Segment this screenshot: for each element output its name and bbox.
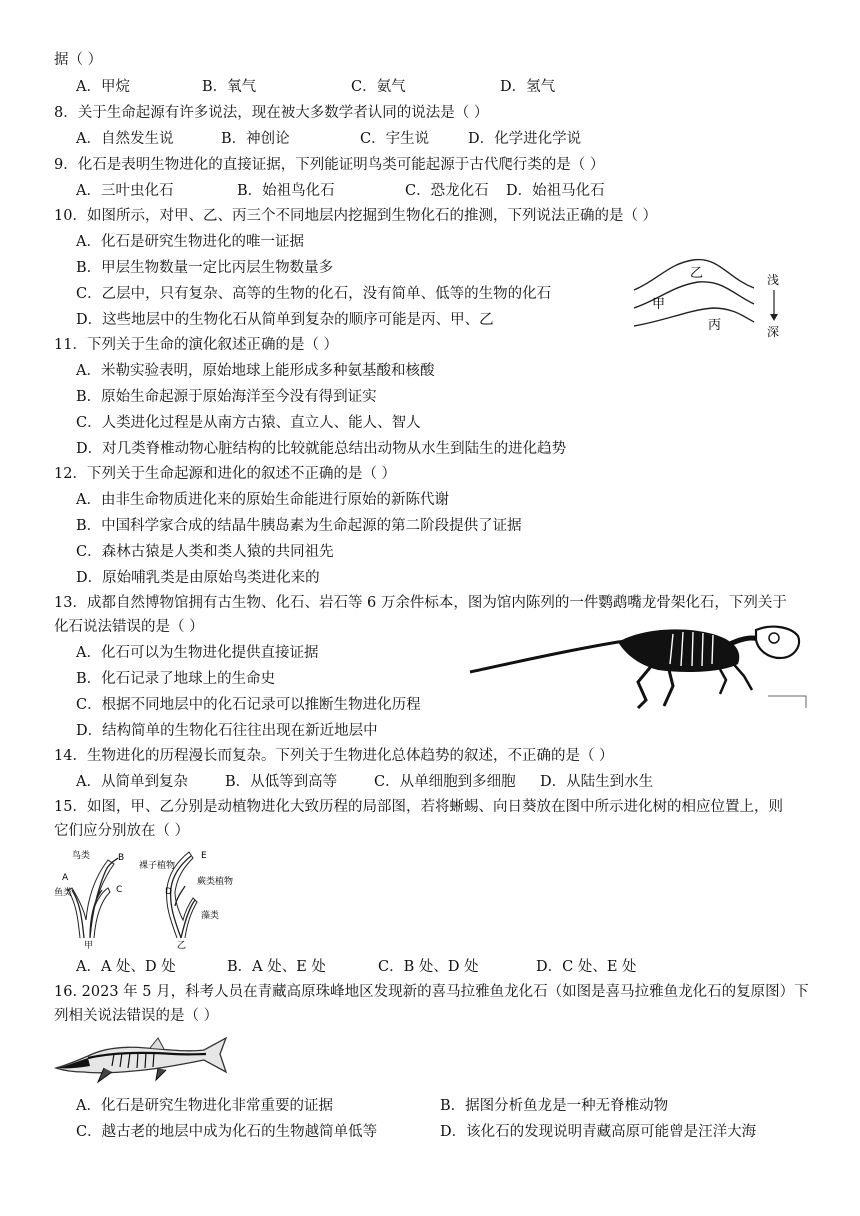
tree-jia-caption: 甲 — [84, 941, 94, 950]
q12-option-a[interactable]: A．由非生命物质进化来的原始生命能进行原始的新陈代谢 — [76, 492, 449, 508]
q9-option-d[interactable]: D．始祖马化石 — [506, 183, 605, 199]
ichthyosaur-body-outline — [56, 1038, 226, 1073]
ichthyosaur-dorsal-fin — [150, 1038, 164, 1049]
dinosaur-skeleton-image — [468, 620, 808, 712]
q11-option-a[interactable]: A．米勒实验表明，原始地球上能形成多种氨基酸和核酸 — [76, 363, 435, 379]
q15-option-b[interactable]: B．A 处、E 处 — [227, 959, 326, 975]
stratum-label-yi: 乙 — [690, 266, 704, 281]
tree-jia-label-niaolei: 鸟类 — [72, 851, 91, 861]
q11-option-b[interactable]: B．原始生命起源于原始海洋至今没有得到证实 — [76, 389, 377, 405]
ichthyosaur-flipper-rear — [156, 1068, 166, 1080]
q16-option-d[interactable]: D．该化石的发现说明青藏高原可能曾是汪洋大海 — [440, 1124, 757, 1140]
q15-option-c[interactable]: C．B 处、D 处 — [378, 959, 479, 975]
tree-jia-label-b: B — [118, 853, 125, 863]
dinosaur-hind-leg — [638, 664, 673, 708]
q14-option-d[interactable]: D．从陆生到水生 — [540, 774, 654, 790]
tree-jia-label-c: C — [116, 885, 123, 895]
evolution-tree-yi — [135, 846, 245, 950]
image-corner-mark — [768, 696, 806, 708]
stratum-label-jia: 甲 — [652, 297, 666, 312]
q16-stem-line1: 16. 2023 年 5 月，科考人员在青藏高原珠峰地区发现新的喜马拉雅鱼龙化石（如图是喜马拉雅鱼龙化石的复原图）下 — [54, 984, 809, 1000]
stratum-label-bing: 丙 — [708, 318, 722, 333]
q8-option-b[interactable]: B．神创论 — [221, 131, 290, 147]
q14-option-a[interactable]: A．从简单到复杂 — [76, 774, 188, 790]
q9-option-c[interactable]: C．恐龙化石 — [405, 183, 489, 199]
q13-option-a[interactable]: A．化石可以为生物进化提供直接证据 — [76, 645, 319, 661]
q15-option-a[interactable]: A．A 处、D 处 — [76, 959, 176, 975]
tree-yi-label-d: D — [165, 887, 172, 897]
q16-option-c[interactable]: C．越古老的地层中成为化石的生物越简单低等 — [76, 1124, 378, 1140]
q9-option-b[interactable]: B．始祖鸟化石 — [237, 183, 335, 199]
q8-option-d[interactable]: D．化学进化学说 — [468, 131, 582, 147]
strata-diagram — [628, 250, 788, 342]
tree-jia-label-a: A — [62, 873, 69, 883]
q9-stem: 9．化石是表明生物进化的直接证据，下列能证明鸟类可能起源于古代爬行类的是（ ） — [54, 157, 605, 173]
q14-option-c[interactable]: C．从单细胞到多细胞 — [374, 774, 516, 790]
q12-stem: 12．下列关于生命起源和进化的叙述不正确的是（ ） — [54, 466, 397, 482]
q13-option-c[interactable]: C．根据不同地层中的化石记录可以推断生物进化历程 — [76, 697, 421, 713]
q10-option-d[interactable]: D．这些地层中的生物化石从简单到复杂的顺序可能是丙、甲、乙 — [76, 312, 494, 328]
tree-jia-label-yulei: 鱼类 — [54, 888, 73, 898]
q7-stem-continuation: 据（ ） — [54, 52, 103, 68]
q15-stem-line2: 它们应分别放在（ ） — [54, 823, 190, 839]
q13-stem-line2: 化石说法错误的是（ ） — [54, 619, 204, 635]
deep-label: 深 — [767, 325, 780, 339]
q11-option-d[interactable]: D．对几类脊椎动物心脏结构的比较就能总结出动物从水生到陆生的进化趋势 — [76, 441, 567, 457]
q15-stem-line1: 15．如图，甲、乙分别是动植物进化大致历程的局部图，若将蜥蜴、向日葵放在图中所示进化树的相应位置上，则 — [54, 799, 783, 815]
q8-option-a[interactable]: A．自然发生说 — [76, 131, 174, 147]
tree-yi-label-e: E — [201, 851, 207, 861]
q16-option-a[interactable]: A．化石是研究生物进化非常重要的证据 — [76, 1098, 333, 1114]
q10-option-a[interactable]: A．化石是研究生物进化的唯一证据 — [76, 234, 304, 250]
tree-yi-label-luozi: 裸子植物 — [139, 861, 176, 871]
q15-option-d[interactable]: D．C 处、E 处 — [536, 959, 637, 975]
q10-option-b[interactable]: B．甲层生物数量一定比丙层生物数量多 — [76, 260, 334, 276]
q9-option-a[interactable]: A．三叶虫化石 — [76, 183, 174, 199]
q11-option-c[interactable]: C．人类进化过程是从南方古猿、直立人、能人、智人 — [76, 415, 421, 431]
q14-option-b[interactable]: B．从低等到高等 — [225, 774, 338, 790]
tree-yi-caption: 乙 — [177, 941, 187, 950]
depth-arrow-head — [770, 314, 778, 321]
q13-option-b[interactable]: B．化石记录了地球上的生命史 — [76, 671, 276, 687]
q7-option-b[interactable]: B．氧气 — [202, 79, 257, 95]
q11-stem: 11．下列关于生命的演化叙述正确的是（ ） — [54, 337, 339, 353]
q8-option-c[interactable]: C．宇生说 — [360, 131, 430, 147]
q16-option-b[interactable]: B．据图分析鱼龙是一种无脊椎动物 — [440, 1098, 669, 1114]
ichthyosaur-image — [54, 1032, 229, 1088]
q10-stem: 10．如图所示，对甲、乙、丙三个不同地层内挖掘到生物化石的推测，下列说法正确的是（ ） — [54, 208, 658, 224]
q13-stem-line1: 13．成都自然博物馆拥有古生物、化石、岩石等 6 万余件标本，图为馆内陈列的一件鹦鹉嘴龙骨架化石，下列关于 — [54, 595, 787, 611]
q13-option-d[interactable]: D．结构简单的生物化石往往出现在新近地层中 — [76, 723, 378, 739]
q7-option-d[interactable]: D．氢气 — [500, 79, 556, 95]
q8-stem: 8．关于生命起源有许多说法，现在被大多数学者认同的说法是（ ） — [54, 105, 489, 121]
shallow-label: 浅 — [767, 273, 780, 287]
dinosaur-body — [618, 629, 739, 672]
tree-yi-label-juelei: 蕨类植物 — [197, 877, 234, 887]
q7-option-c[interactable]: C．氨气 — [351, 79, 406, 95]
q12-option-c[interactable]: C．森林古猿是人类和类人猿的共同祖先 — [76, 544, 334, 560]
evolution-tree-jia — [50, 848, 135, 950]
q12-option-d[interactable]: D．原始哺乳类是由原始鸟类进化来的 — [76, 570, 320, 586]
q16-stem-line2: 列相关说法错误的是（ ） — [54, 1008, 219, 1024]
tree-yi-label-zaolei: 藻类 — [201, 911, 220, 921]
q12-option-b[interactable]: B．中国科学家合成的结晶牛胰岛素为生命起源的第二阶段提供了证据 — [76, 518, 522, 534]
q7-option-a[interactable]: A．甲烷 — [76, 79, 130, 95]
q10-option-c[interactable]: C．乙层中，只有复杂、高等的生物的化石，没有简单、低等的生物的化石 — [76, 286, 552, 302]
q14-stem: 14．生物进化的历程漫长而复杂。下列关于生物进化总体趋势的叙述，不正确的是（ ） — [54, 748, 614, 764]
